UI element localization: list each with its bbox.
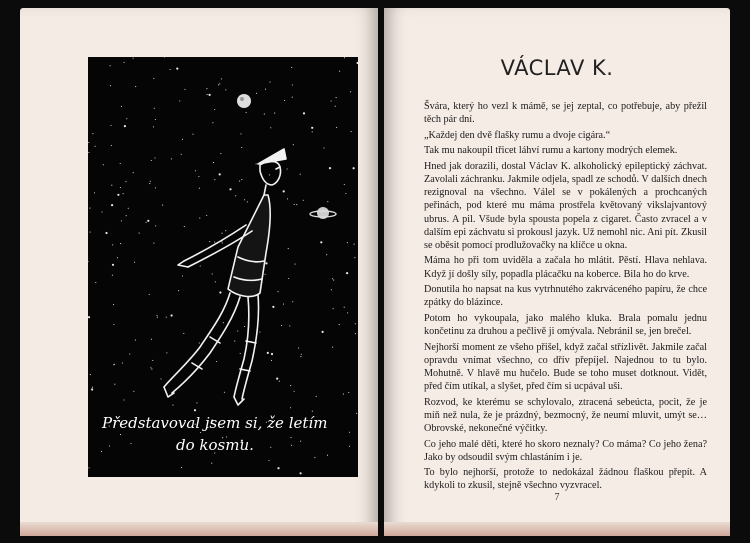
star	[349, 446, 350, 447]
star	[120, 163, 121, 164]
star	[336, 97, 337, 98]
star	[347, 242, 348, 243]
star	[293, 144, 294, 145]
star	[130, 443, 131, 444]
star	[265, 274, 266, 275]
star	[178, 290, 179, 291]
star	[166, 317, 167, 318]
star	[135, 86, 136, 87]
star	[171, 158, 172, 159]
star	[150, 367, 151, 368]
star	[332, 347, 333, 348]
star	[339, 324, 340, 325]
star	[182, 275, 183, 276]
moon-crater	[240, 97, 244, 101]
star	[320, 241, 322, 243]
star	[303, 200, 304, 201]
stars	[88, 57, 358, 474]
star	[192, 134, 193, 135]
star	[235, 195, 236, 196]
star	[336, 127, 337, 128]
chapter-title: VÁCLAV K.	[500, 56, 614, 80]
paragraph: Švára, který ho vezl k mámě, se jej zeptal, co potřebuje, aby přežil těch pár dní.	[424, 101, 707, 126]
star	[356, 413, 357, 414]
star	[327, 455, 328, 456]
star	[152, 360, 153, 361]
star	[198, 176, 199, 177]
star	[296, 204, 297, 205]
star	[333, 280, 334, 281]
star	[125, 181, 126, 182]
paragraph: To bylo nejhorší, protože to nedokázal žádnou flaškou přepít. A kdykoli to zkusil, stejně všechno vyzvracel.	[424, 467, 707, 492]
star	[331, 100, 332, 101]
star	[283, 304, 284, 305]
star	[333, 308, 334, 309]
star	[181, 467, 182, 468]
paragraph: Donutila ho napsat na kus vytrhnutého zakrváceného papíru, že chce zpátky do blázince.	[424, 284, 707, 309]
star	[183, 333, 184, 334]
star	[265, 89, 266, 90]
star	[124, 125, 126, 127]
star	[274, 113, 275, 114]
paragraph: Máma ho při tom uviděla a začala ho mlátit. Pěstí. Hlava nehlava. Když jí došly síly, popadla plácačku na koberce. Bila ho do krve.	[424, 255, 707, 280]
star	[126, 118, 127, 119]
star	[114, 364, 115, 365]
paragraph: „Každej den dvě flašky rumu a dvoje cigára.“	[424, 129, 611, 141]
star	[135, 340, 136, 341]
star	[151, 339, 152, 340]
star	[176, 68, 178, 70]
star	[95, 146, 96, 147]
star	[149, 183, 150, 184]
star	[155, 119, 156, 120]
star	[301, 354, 302, 355]
star	[101, 451, 102, 452]
star	[300, 472, 302, 474]
star	[357, 62, 359, 64]
star	[329, 167, 331, 169]
star	[117, 194, 119, 196]
moon-icon	[237, 94, 251, 108]
star	[155, 187, 156, 188]
star	[311, 127, 313, 129]
star	[88, 142, 89, 143]
star	[90, 374, 91, 375]
star	[300, 441, 301, 442]
right-page-edge	[384, 522, 730, 536]
star	[133, 391, 134, 392]
star	[162, 205, 163, 206]
star	[265, 262, 267, 264]
star	[179, 100, 180, 101]
star	[355, 323, 356, 324]
star	[234, 341, 235, 342]
star	[298, 348, 299, 349]
star	[279, 381, 280, 382]
space-drawing	[88, 57, 358, 477]
star	[223, 322, 224, 323]
star	[272, 306, 274, 308]
star	[239, 181, 240, 182]
star	[240, 353, 241, 354]
star	[350, 91, 351, 92]
caption-line-2: do kosmu.	[176, 436, 254, 454]
star	[300, 356, 301, 357]
star	[146, 222, 147, 223]
star	[88, 261, 89, 262]
star	[271, 360, 272, 361]
star	[129, 353, 130, 354]
star	[200, 432, 201, 433]
paragraph: Rozvod, ke kterému se schylovalo, ztracená sebeúcta, pocit, že je míň než nula, že je prázdný, bezmocný, že neumí mluvit, umýt se… Obrovské, nekonečné výčitky.	[424, 396, 707, 435]
star	[259, 331, 260, 332]
star	[300, 174, 301, 175]
star	[269, 174, 270, 175]
star	[277, 291, 278, 292]
star	[124, 399, 125, 400]
star	[269, 82, 270, 83]
star	[344, 184, 345, 185]
star	[241, 179, 242, 180]
star	[200, 265, 201, 266]
star	[244, 326, 245, 327]
star	[172, 405, 173, 406]
star	[344, 307, 345, 308]
star	[120, 434, 121, 435]
star	[237, 330, 238, 331]
star	[121, 106, 122, 107]
star	[153, 243, 154, 244]
star	[347, 312, 348, 313]
star	[134, 262, 135, 263]
star	[112, 264, 114, 266]
star	[284, 100, 285, 101]
star	[113, 324, 114, 325]
star	[343, 394, 344, 395]
star	[270, 127, 271, 128]
star	[292, 97, 293, 98]
star	[155, 225, 156, 226]
star	[292, 301, 293, 302]
star	[218, 84, 219, 85]
star	[88, 316, 90, 318]
star	[276, 378, 278, 380]
star	[246, 112, 247, 113]
star	[290, 437, 291, 438]
star	[212, 273, 213, 274]
star	[89, 208, 90, 209]
star	[322, 331, 324, 333]
star	[207, 94, 208, 95]
star	[244, 199, 245, 200]
star	[288, 248, 289, 249]
paragraph: Potom ho vykoupala, jako malého kluka. Brala pomalu jednu končetinu za druhou a pečlivě ji omývala. Nebránil se, jen brečel.	[424, 312, 707, 338]
star	[92, 133, 93, 134]
star	[326, 254, 327, 255]
star	[110, 65, 111, 66]
star	[219, 291, 221, 293]
star	[221, 233, 222, 234]
star	[215, 281, 216, 282]
star	[164, 57, 165, 58]
star	[133, 172, 134, 173]
star	[151, 160, 152, 161]
star	[348, 392, 349, 393]
star	[214, 179, 215, 180]
star	[224, 392, 225, 393]
star	[219, 173, 221, 175]
star	[206, 88, 207, 89]
star	[123, 193, 124, 194]
star	[166, 352, 167, 353]
paragraph: Tak mu nakoupil třicet láhví rumu a kartony modrých elemek.	[424, 145, 678, 157]
star	[181, 154, 182, 155]
star	[287, 198, 288, 199]
star	[256, 163, 257, 164]
star	[264, 114, 265, 115]
floating-man-illustration	[88, 57, 358, 477]
star	[110, 125, 111, 126]
star	[111, 204, 113, 206]
star	[111, 145, 112, 146]
star	[126, 215, 127, 216]
star	[349, 432, 350, 433]
star	[149, 294, 150, 295]
star	[354, 244, 355, 245]
star	[303, 112, 305, 114]
star	[316, 396, 317, 397]
star	[114, 384, 115, 385]
star	[117, 257, 118, 258]
star	[150, 181, 151, 182]
star	[199, 342, 200, 343]
star	[110, 85, 111, 86]
star	[121, 220, 122, 221]
star	[151, 369, 152, 370]
star	[92, 387, 93, 388]
star	[247, 201, 248, 202]
star	[294, 204, 295, 205]
star	[220, 153, 221, 154]
star	[268, 460, 269, 461]
star	[290, 407, 291, 408]
star	[147, 220, 149, 222]
star	[94, 192, 95, 193]
star	[229, 188, 231, 190]
star	[128, 208, 129, 209]
star	[91, 388, 93, 390]
star	[354, 257, 355, 258]
star	[270, 447, 271, 448]
star	[332, 278, 333, 279]
star	[323, 147, 324, 148]
star	[277, 467, 279, 469]
star	[171, 314, 173, 316]
star	[221, 78, 222, 79]
star	[153, 78, 154, 79]
star	[219, 83, 220, 84]
star	[339, 71, 340, 72]
star	[109, 445, 110, 446]
star	[291, 445, 292, 446]
star	[222, 243, 223, 244]
floating-man-figure	[164, 149, 286, 405]
star	[112, 244, 113, 245]
star	[256, 93, 257, 94]
star	[225, 230, 226, 231]
star	[214, 242, 215, 243]
paragraph: Nejhorší moment ze všeho přišel, když začal střízlivět. Jakmile začal opravdu vnímat všechno, co dřív přepíjel. Najednou to tu bylo. Mohutně. V hlavě mu hučelo. Bude se toho muset dotknout. Vidět, před čím utíkal, a slyšet, před čím si ucpával uši.	[424, 341, 707, 393]
paragraph: Hned jak dorazili, dostal Václav K. alkoholický epileptický záchvat. Zavolali záchranku. Jakmile odjela, spadl ze schodů. V dalších dnech rezignoval na všechno. Válel se v pokálených a prochcaných peřinách, pod které mu máma prostřela květovaný vikslajvantový ubrus. A pil. Všude byla spousta popela z cigaret. Často zvracel a v dalším epi záchvatu si prokousl jazyk. Už nemohl nic. Ani pít. Zkusil se oběsit pomocí prodlužovačky na klíčce u okna.	[424, 160, 707, 251]
star	[157, 317, 158, 318]
star	[90, 232, 91, 233]
chapter-body-text	[424, 100, 707, 495]
star	[209, 241, 210, 242]
star	[101, 211, 102, 212]
star	[139, 233, 140, 234]
star	[353, 167, 355, 169]
star	[153, 126, 154, 127]
saturn-planet-icon	[310, 207, 336, 219]
star	[196, 402, 197, 403]
star	[206, 215, 207, 216]
star	[294, 391, 295, 392]
star	[120, 243, 121, 244]
paragraph: Co jeho malé děti, které ho skoro neznaly? Co máma? Co jeho žena? Jako by odsoudil svým chlastáním i je.	[424, 438, 707, 463]
star	[240, 133, 241, 134]
star	[291, 67, 292, 68]
star	[212, 122, 213, 123]
star	[184, 226, 185, 227]
star	[312, 131, 313, 132]
star	[314, 457, 315, 458]
star	[154, 157, 155, 158]
star	[209, 94, 211, 96]
star	[241, 147, 242, 148]
star	[289, 325, 290, 326]
star	[184, 89, 185, 90]
star	[267, 352, 269, 354]
page-number: 7	[554, 492, 560, 503]
star	[160, 378, 161, 379]
star	[271, 353, 273, 355]
star	[133, 58, 134, 59]
star	[194, 409, 196, 411]
star	[213, 162, 214, 163]
star	[216, 361, 217, 362]
caption-line-1: Představoval jsem si, že letím	[102, 414, 328, 432]
left-page-edge	[20, 522, 378, 536]
star	[294, 264, 295, 265]
star	[281, 325, 282, 326]
star	[124, 62, 125, 63]
star	[113, 304, 114, 305]
star	[199, 188, 200, 189]
star	[346, 272, 348, 274]
star	[95, 282, 96, 283]
star	[335, 106, 336, 107]
star	[170, 69, 171, 70]
star	[111, 185, 112, 186]
star	[351, 131, 352, 132]
star	[214, 109, 215, 110]
star	[312, 411, 313, 412]
star	[290, 385, 291, 386]
star	[154, 108, 155, 109]
star	[199, 218, 200, 219]
star	[287, 168, 288, 169]
star	[345, 193, 346, 194]
star	[195, 170, 196, 171]
star	[344, 57, 345, 58]
star	[88, 467, 89, 468]
star	[331, 289, 332, 290]
star	[103, 164, 104, 165]
star	[156, 315, 157, 316]
star	[105, 232, 107, 234]
star	[88, 152, 89, 153]
star	[120, 187, 121, 188]
star	[211, 463, 212, 464]
star	[292, 84, 293, 85]
star	[355, 333, 356, 334]
star	[112, 275, 113, 276]
star	[327, 201, 328, 202]
star	[225, 89, 226, 90]
star	[283, 190, 285, 192]
star	[122, 362, 123, 363]
star	[288, 278, 289, 279]
star	[182, 139, 183, 140]
